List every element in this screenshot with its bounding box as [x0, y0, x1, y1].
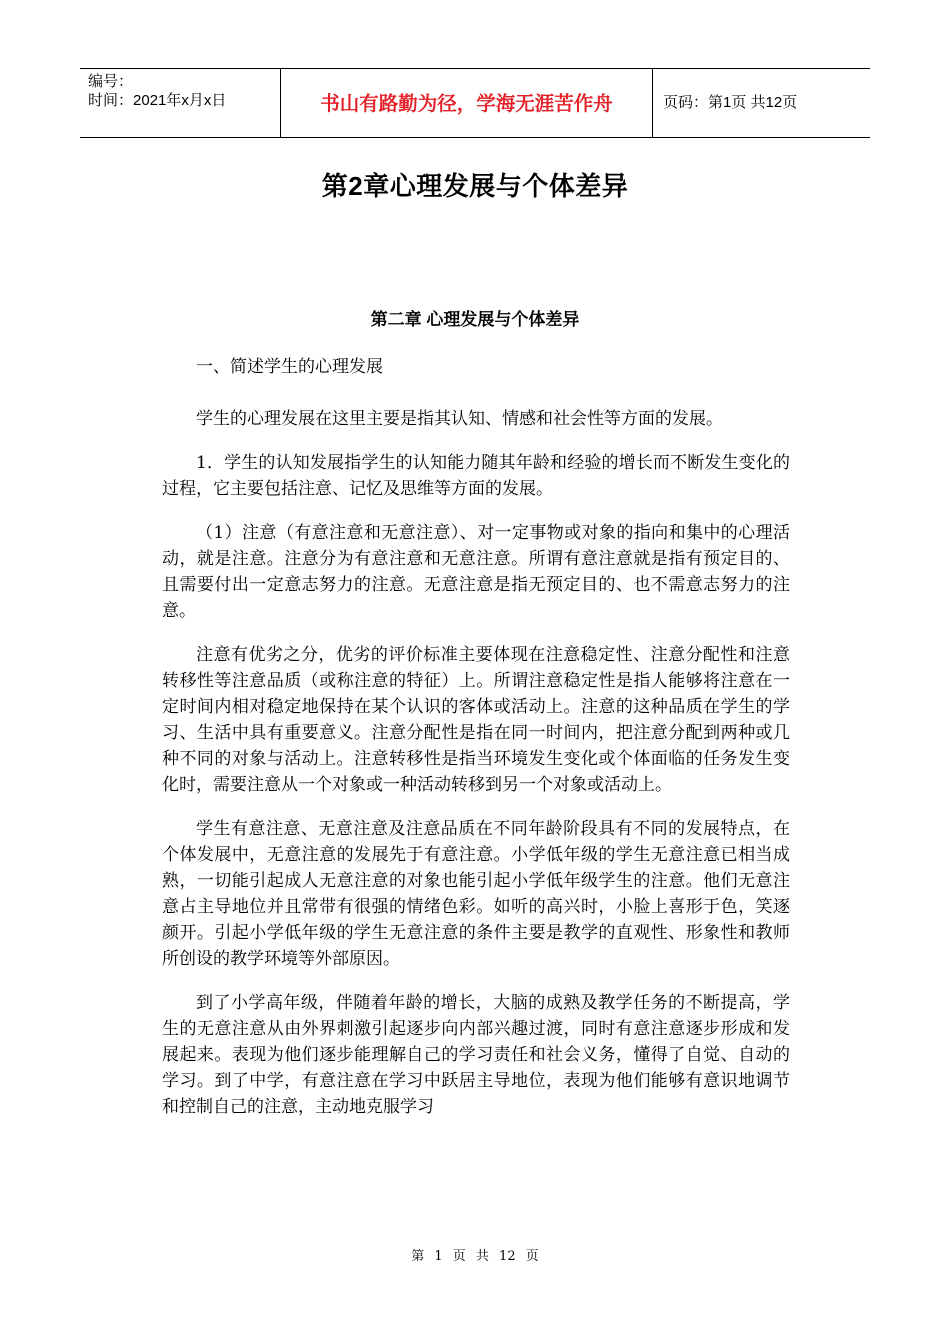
header-info-cell — [80, 69, 281, 137]
section-heading: 一、简述学生的心理发展 — [196, 357, 383, 377]
page-info: 页码：第1页 共12页 — [663, 94, 798, 111]
paragraph: 1．学生的认知发展指学生的认知能力随其年龄和经验的增长而不断发生变化的过程，它主要包括注意、记忆及思维等方面的发展。 — [162, 453, 790, 499]
header-motto-cell — [281, 69, 653, 137]
chapter-heading: 第二章 心理发展与个体差异 — [370, 310, 580, 329]
header-table — [80, 68, 870, 138]
motto-text: 书山有路勤为径，学海无涯苦作舟 — [320, 93, 613, 115]
header-page-cell — [653, 69, 870, 137]
document-date-label: 时间：2021年x月x日 — [88, 92, 227, 109]
page-footer: 第 1 页 共 12 页 — [411, 1249, 539, 1264]
paragraph: 注意有优劣之分，优劣的评价标准主要体现在注意稳定性、注意分配性和注意转移性等注意品质（或称注意的特征）上。所谓注意稳定性是指人能够将注意在一定时间内相对稳定地保持在某个认识的客体或活动上。注意的这种品质在学生的学习、生活中具有重要意义。注意分配性是指在同一时间内，把注意分配到两种或几种不同的对象与活动上。注意转移性是指当环境发生变化或个体面临的任务发生变化时，需要注意从一个对象或一种活动转移到另一个对象或活动上。 — [162, 645, 790, 795]
paragraph: （1）注意（有意注意和无意注意）、对一定事物或对象的指向和集中的心理活动，就是注意。注意分为有意注意和无意注意。所谓有意注意就是指有预定目的、且需要付出一定意志努力的注意。无意注意是指无预定目的、也不需意志努力的注意。 — [162, 523, 790, 621]
paragraph: 学生的心理发展在这里主要是指其认知、情感和社会性等方面的发展。 — [196, 409, 723, 429]
document-number-label: 编号： — [88, 73, 134, 90]
body-text — [162, 354, 790, 1138]
paragraph: 到了小学高年级，伴随着年龄的增长，大脑的成熟及教学任务的不断提高，学生的无意注意从由外界刺激引起逐步向内部兴趣过渡，同时有意注意逐步形成和发展起来。表现为他们逐步能理解自己的学习责任和社会义务，懂得了自觉、自动的学习。到了中学，有意注意在学习中跃居主导地位，表现为他们能够有意识地调节和控制自己的注意，主动地克服学习 — [162, 993, 790, 1117]
document-title: 第2章心理发展与个体差异 — [321, 171, 629, 201]
paragraph: 学生有意注意、无意注意及注意品质在不同年龄阶段具有不同的发展特点，在个体发展中，无意注意的发展先于有意注意。小学低年级的学生无意注意已相当成熟，一切能引起成人无意注意的对象也能引起小学低年级学生的注意。他们无意注意占主导地位并且常带有很强的情绪色彩。如听的高兴时，小脸上喜形于色，笑逐颜开。引起小学低年级的学生无意注意的条件主要是教学的直观性、形象性和教师所创设的教学环境等外部原因。 — [162, 819, 790, 969]
